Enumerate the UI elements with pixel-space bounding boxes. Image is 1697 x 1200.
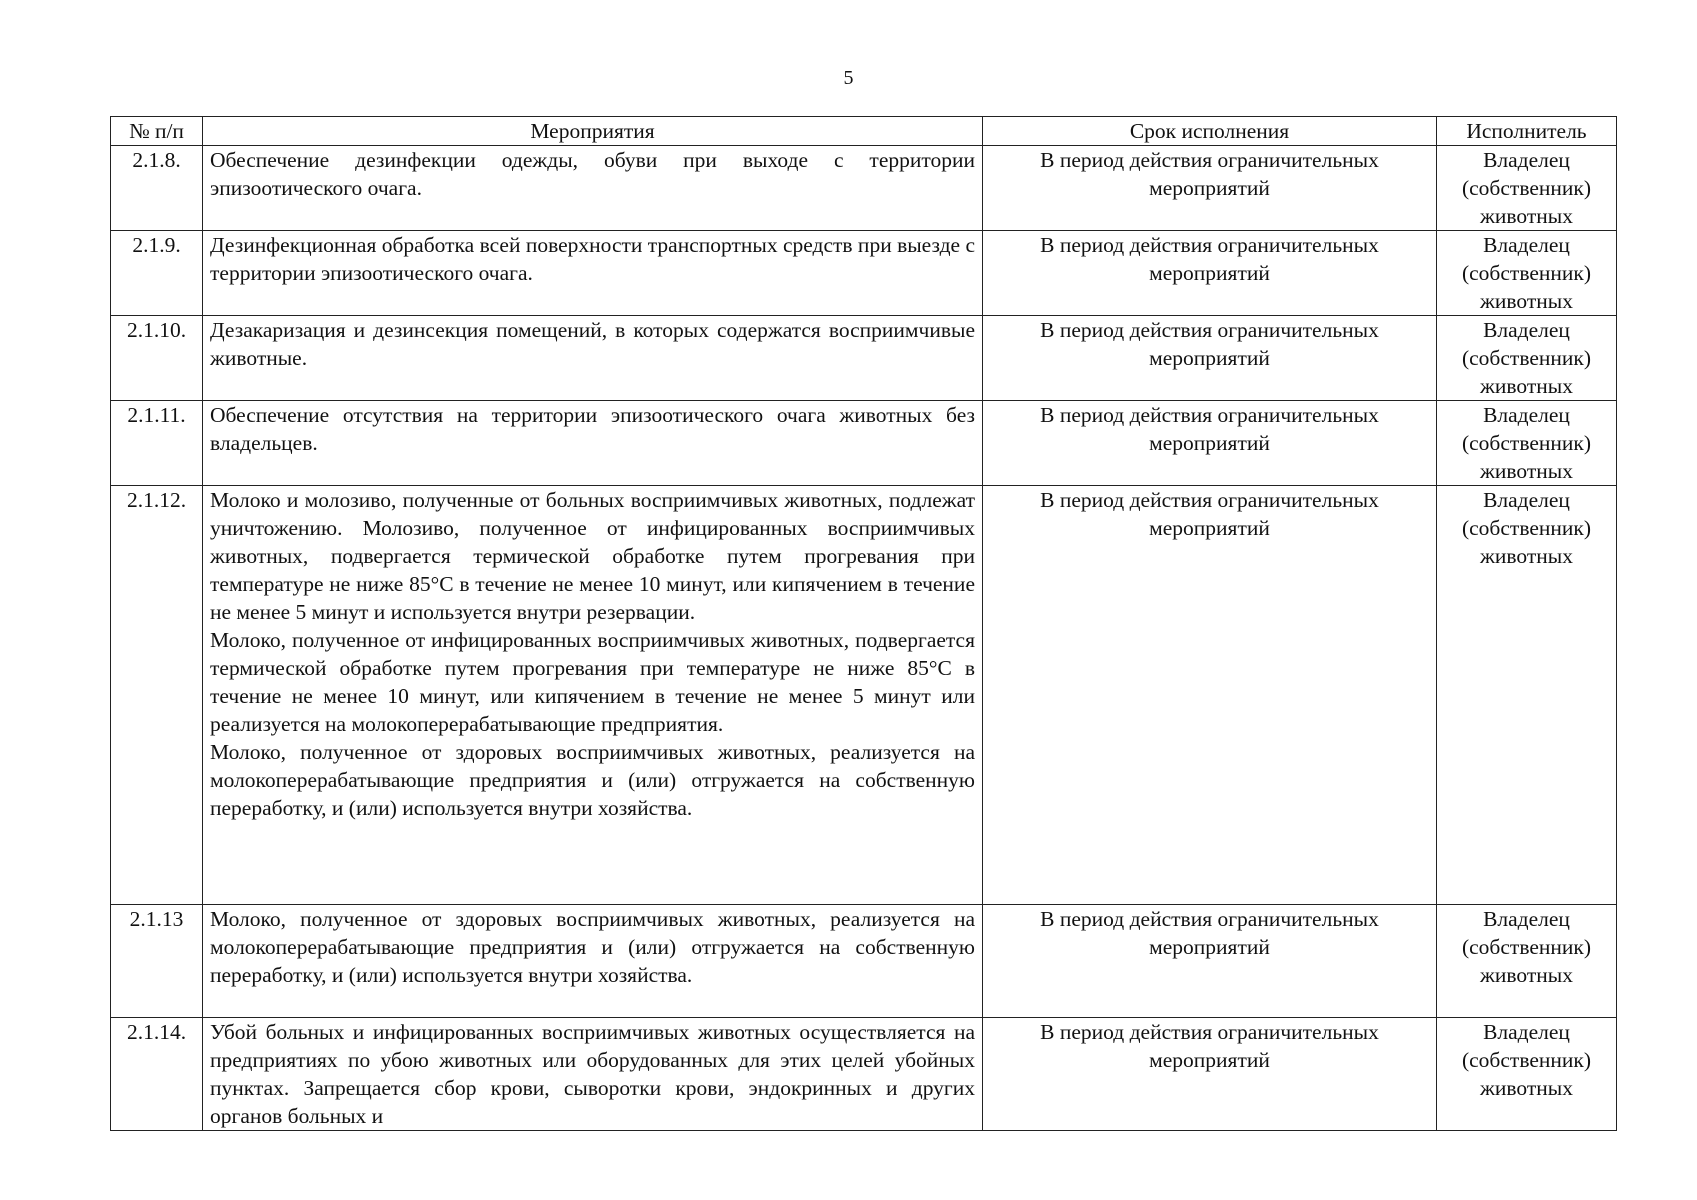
row-executor bbox=[1437, 146, 1617, 231]
row-executor bbox=[1437, 905, 1617, 1018]
executor-line: животных bbox=[1480, 459, 1573, 483]
term-line: В период действия ограничительных bbox=[1040, 1020, 1379, 1044]
table-row bbox=[111, 401, 1617, 486]
page-number: 5 bbox=[843, 67, 854, 89]
table-row bbox=[111, 486, 1617, 905]
executor-line: Владелец bbox=[1483, 318, 1570, 342]
row-term bbox=[983, 401, 1437, 486]
row-executor bbox=[1437, 316, 1617, 401]
executor-line: животных bbox=[1480, 204, 1573, 228]
row-number: 2.1.11. bbox=[111, 401, 203, 486]
executor-line: животных bbox=[1480, 1076, 1573, 1100]
executor-line: Владелец bbox=[1483, 233, 1570, 257]
executor-line: животных bbox=[1480, 374, 1573, 398]
executor-line: (собственник) bbox=[1461, 1048, 1592, 1072]
term-line: В период действия ограничительных bbox=[1040, 403, 1379, 427]
executor-line: животных bbox=[1480, 289, 1573, 313]
row-term bbox=[983, 905, 1437, 1018]
term-line: В период действия ограничительных bbox=[1040, 318, 1379, 342]
term-line: В период действия ограничительных bbox=[1040, 233, 1379, 257]
term-line: мероприятий bbox=[1149, 431, 1270, 455]
executor-line: Владелец bbox=[1483, 907, 1570, 931]
executor-line: Владелец bbox=[1483, 1020, 1570, 1044]
row-term bbox=[983, 146, 1437, 231]
row-activity bbox=[203, 905, 983, 1018]
executor-line: (собственник) bbox=[1461, 935, 1592, 959]
executor-line: Владелец bbox=[1483, 148, 1570, 172]
row-executor bbox=[1437, 1018, 1617, 1131]
row-number: 2.1.9. bbox=[111, 231, 203, 316]
row-executor bbox=[1437, 401, 1617, 486]
executor-line: животных bbox=[1480, 963, 1573, 987]
term-line: мероприятий bbox=[1149, 516, 1270, 540]
table-header-row bbox=[111, 117, 1617, 146]
activity-paragraph: Дезинфекционная обработка всей поверхности транспортных средств при выезде с территории эпизоотического очага. bbox=[210, 233, 975, 285]
executor-line: (собственник) bbox=[1461, 176, 1592, 200]
activity-paragraph: Молоко, полученное от здоровых восприимчивых животных, реализуется на молокоперерабатывающие предприятия и (или) отгружается на собственную переработку, и (или) используется внутри хозяйства. bbox=[210, 907, 975, 987]
table-body bbox=[111, 146, 1617, 1131]
executor-line: (собственник) bbox=[1461, 261, 1592, 285]
row-number: 2.1.14. bbox=[111, 1018, 203, 1131]
row-number: 2.1.13 bbox=[111, 905, 203, 1018]
term-line: мероприятий bbox=[1149, 261, 1270, 285]
activity-paragraph: Обеспечение дезинфекции одежды, обуви при выходе с территории эпизоотического очага. bbox=[210, 148, 975, 200]
table-row bbox=[111, 316, 1617, 401]
term-line: мероприятий bbox=[1149, 1048, 1270, 1072]
activity-paragraph: Убой больных и инфицированных восприимчивых животных осуществляется на предприятиях по убою животных или оборудованных для этих целей убойных пунктах. Запрещается сбор крови, сыворотки крови, эндокринных и других органов больных и bbox=[210, 1020, 975, 1128]
activity-paragraph: Молоко и молозиво, полученные от больных восприимчивых животных, подлежат уничтожению. Молозиво, полученное от инфицированных восприимчивых животных, подвергается термической обработке путем прогревания при температуре не ниже 85°С в течение не менее 10 минут, или кипячением в течение не менее 5 минут и используется внутри резервации. bbox=[210, 488, 975, 624]
activity-paragraph: Молоко, полученное от инфицированных восприимчивых животных, подвергается термической обработке путем прогревания при температуре не ниже 85°С в течение не менее 10 минут, или кипячением в течение не менее 5 минут или реализуется на молокоперерабатывающие предприятия. bbox=[210, 628, 975, 736]
header-number: № п/п bbox=[111, 117, 203, 146]
executor-line: (собственник) bbox=[1461, 431, 1592, 455]
executor-line: (собственник) bbox=[1461, 516, 1592, 540]
row-term bbox=[983, 316, 1437, 401]
row-activity bbox=[203, 486, 983, 905]
measures-table bbox=[110, 116, 1617, 1131]
header-term: Срок исполнения bbox=[983, 117, 1437, 146]
row-number: 2.1.10. bbox=[111, 316, 203, 401]
term-line: В период действия ограничительных bbox=[1040, 907, 1379, 931]
executor-line: Владелец bbox=[1483, 403, 1570, 427]
row-activity bbox=[203, 1018, 983, 1131]
activity-paragraph: Дезакаризация и дезинсекция помещений, в которых содержатся восприимчивые животные. bbox=[210, 318, 975, 370]
table-row bbox=[111, 231, 1617, 316]
row-term bbox=[983, 231, 1437, 316]
executor-line: Владелец bbox=[1483, 488, 1570, 512]
row-term bbox=[983, 1018, 1437, 1131]
term-line: мероприятий bbox=[1149, 346, 1270, 370]
table-row bbox=[111, 905, 1617, 1018]
row-activity bbox=[203, 316, 983, 401]
header-activity: Мероприятия bbox=[203, 117, 983, 146]
row-executor bbox=[1437, 486, 1617, 905]
row-number: 2.1.8. bbox=[111, 146, 203, 231]
term-line: мероприятий bbox=[1149, 935, 1270, 959]
header-executor: Исполнитель bbox=[1437, 117, 1617, 146]
row-activity bbox=[203, 231, 983, 316]
term-line: В период действия ограничительных bbox=[1040, 488, 1379, 512]
activity-paragraph: Молоко, полученное от здоровых восприимчивых животных, реализуется на молокоперерабатывающие предприятия и (или) отгружается на собственную переработку, и (или) используется внутри хозяйства. bbox=[210, 740, 975, 820]
row-number: 2.1.12. bbox=[111, 486, 203, 905]
table-row bbox=[111, 146, 1617, 231]
row-term bbox=[983, 486, 1437, 905]
row-executor bbox=[1437, 231, 1617, 316]
executor-line: (собственник) bbox=[1461, 346, 1592, 370]
term-line: В период действия ограничительных bbox=[1040, 148, 1379, 172]
executor-line: животных bbox=[1480, 544, 1573, 568]
table-row bbox=[111, 1018, 1617, 1131]
term-line: мероприятий bbox=[1149, 176, 1270, 200]
activity-paragraph: Обеспечение отсутствия на территории эпизоотического очага животных без владельцев. bbox=[210, 403, 975, 455]
row-activity bbox=[203, 146, 983, 231]
row-activity bbox=[203, 401, 983, 486]
